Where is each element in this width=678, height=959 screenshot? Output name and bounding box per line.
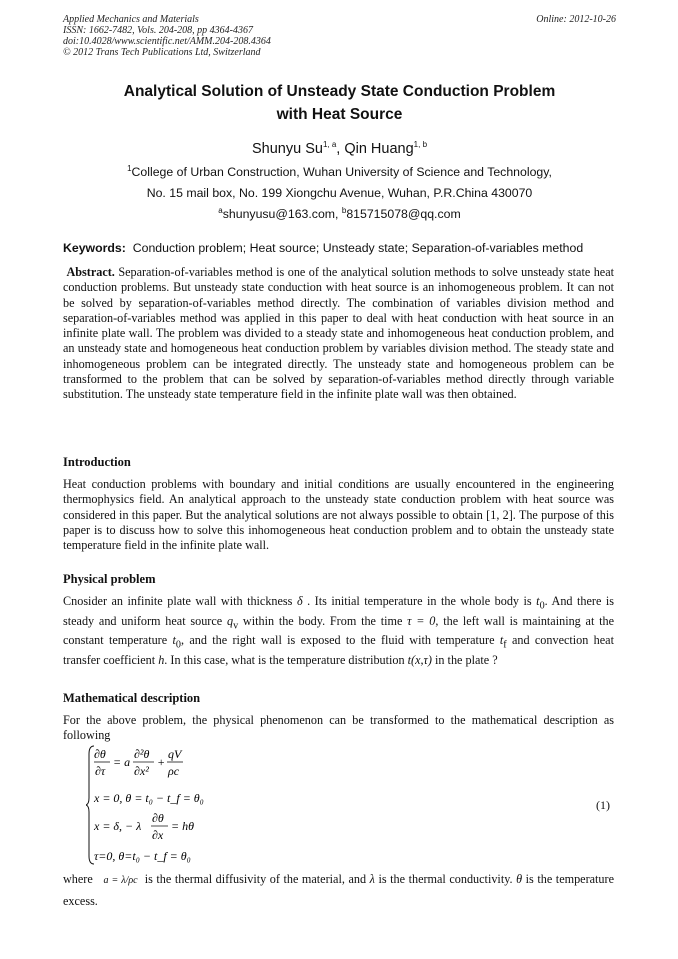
r1-eq: = a (113, 755, 131, 769)
title-line-2: with Heat Source (276, 106, 403, 123)
h-symbol: h (158, 653, 165, 668)
keywords (63, 241, 616, 255)
r3-num: ∂θ (152, 811, 164, 825)
author-2: Qin Huang (344, 141, 414, 157)
a-definition: a = λ/ρc (103, 875, 138, 886)
tf-subscript: f (503, 639, 507, 651)
t0-symbol-2: t (172, 633, 176, 648)
r1-r-num: qV (168, 747, 182, 761)
introduction-text: Heat conduction problems with boundary and initial conditions are usually encountered in the engineering thermophysics field. An analytical approach to the unsteady state conduction problem with heat source was considered in this paper. But the analytical solutions are not always possible to obtain [1, 2]. The purpose of this paper is to discuss how to solve this inhomogeneous heat conduction problem and to obtain the unsteady state temperature field in the infinite plate wall. (63, 477, 614, 553)
affiliation-sup: 1 (127, 163, 132, 173)
author-separator: , (336, 141, 345, 157)
r2-equation: x = 0, θ = t₀ − t_f = θ₀ (94, 791, 204, 805)
pp-text-1: Cnosider an infinite plate wall with thickness (63, 594, 297, 608)
journal-header (63, 14, 616, 58)
pp-text-5: , the left wall is maintaining at the constant temperature (63, 613, 614, 648)
journal-name: Applied Mechanics and Materials (63, 14, 199, 25)
r1-mid-den: ∂x² (134, 764, 149, 778)
physical-problem-text (63, 594, 614, 669)
lambda-symbol: λ (369, 872, 375, 886)
copyright-line: © 2012 Trans Tech Publications Ltd, Switzerland (63, 47, 261, 58)
r4-equation: τ=0, θ=t₀ − t_f = θ₀ (94, 849, 191, 863)
tf-symbol: t (499, 633, 504, 648)
email-a-sup: a (218, 205, 223, 215)
t0-subscript: 0 (539, 600, 545, 612)
r1-r-den: ρc (168, 764, 180, 778)
author-1: Shunyu Su (251, 141, 323, 157)
r3-pre: x = δ, − λ (94, 819, 142, 833)
tau-zero: τ = 0 (407, 613, 436, 628)
r1-lhs-num: ∂θ (94, 747, 106, 761)
math-description-intro: For the above problem, the physical phenomenon can be transformed to the mathematical description as following (63, 713, 614, 743)
author-emails (63, 207, 616, 221)
affiliation-line-1 (63, 165, 616, 179)
affiliation-line-2: No. 15 mail box, No. 199 Xiongchu Avenue, Wuhan, P.R.China 430070 (146, 186, 533, 200)
r1-lhs-den: ∂τ (95, 764, 106, 778)
pp-text-7: and convection heat transfer coefficient (63, 633, 614, 668)
r1-mid-num: ∂²θ (134, 747, 150, 761)
email-a: shunyusu@163.com, (222, 207, 342, 221)
t-x-tau: t(x,τ) (407, 653, 432, 668)
where-clause (63, 869, 614, 911)
r1-plus: + (157, 755, 166, 769)
pp-text-9: in the plate ? (431, 653, 498, 668)
equation-number: (1) (596, 798, 610, 812)
pp-text-4: within the body. From the time (238, 613, 408, 628)
author-1-sup: 1, a (322, 140, 337, 150)
affiliation-text-1: College of Urban Construction, Wuhan University of Science and Technology, (131, 165, 552, 179)
abstract-text: Separation-of-variables method is one of the analytical solution methods to solve unsteady state heat conduction problems. But unsteady state conduction with heat source is an inhomogeneous problem. It can not be solved by separation-of-variables method directly. The combination of variables division method and separation-of-variables method was applied in this paper to deal with heat conduction with heat source in an infinite plate wall. The problem was divided to a steady state and inhomogeneous heat conduction problem, and an unsteady state and homogeneous heat conduction problem by variables division method. The steady state and inhomogeneous problem can be integrated directly. The unsteady state and homogeneous problem can be transformed to the problem that can be solved by separation-of-variables method directly through variable substitution. The unsteady state temperature field in the infinite plate wall was then obtained. (63, 265, 614, 402)
t0-symbol: t (536, 594, 540, 608)
abstract-label: Abstract. (66, 265, 115, 279)
keywords-label: Keywords: (63, 241, 126, 255)
doi-line: doi:10.4028/www.scientific.net/AMM.204-208.4364 (63, 36, 271, 47)
author-list (63, 141, 616, 157)
where-text-1: is the thermal diffusivity of the material, and (141, 872, 370, 886)
pp-text-3: . And there is steady and uniform heat source (63, 594, 614, 628)
delta-symbol: δ (296, 594, 303, 608)
theta-symbol: θ (516, 872, 523, 886)
r3-post: = hθ (171, 819, 194, 833)
online-date: Online: 2012-10-26 (536, 14, 616, 25)
left-brace (86, 746, 94, 864)
abstract (63, 265, 614, 403)
pp-text-8: . In this case, what is the temperature distribution (164, 653, 408, 668)
qv-subscript: v (233, 620, 239, 632)
math-description-heading: Mathematical description (63, 691, 201, 705)
author-2-sup: 1, b (413, 140, 428, 150)
qv-symbol: q (226, 613, 234, 628)
introduction-heading: Introduction (63, 455, 131, 469)
where-text-3: is the temperature excess. (63, 872, 614, 908)
title-line-1: Analytical Solution of Unsteady State Conduction Problem (123, 83, 556, 100)
physical-problem-heading: Physical problem (63, 572, 156, 586)
email-b-sup: b (341, 205, 347, 215)
issn-line: ISSN: 1662-7482, Vols. 204-208, pp 4364-4367 (63, 25, 253, 36)
where-text-2: is the thermal conductivity. (374, 872, 517, 886)
pp-text-6: , and the right wall is exposed to the fluid with temperature (180, 633, 500, 648)
r3-den: ∂x (152, 828, 164, 842)
where-word: where (63, 872, 93, 886)
equation-system (86, 744, 286, 866)
t0-subscript-2: 0 (175, 639, 181, 651)
keywords-text: Conduction problem; Heat source; Unsteady state; Separation-of-variables method (132, 241, 584, 255)
email-b: 815715078@qq.com (346, 207, 461, 221)
pp-text-2: . Its initial temperature in the whole body is (302, 594, 537, 608)
paper-title (63, 80, 616, 126)
